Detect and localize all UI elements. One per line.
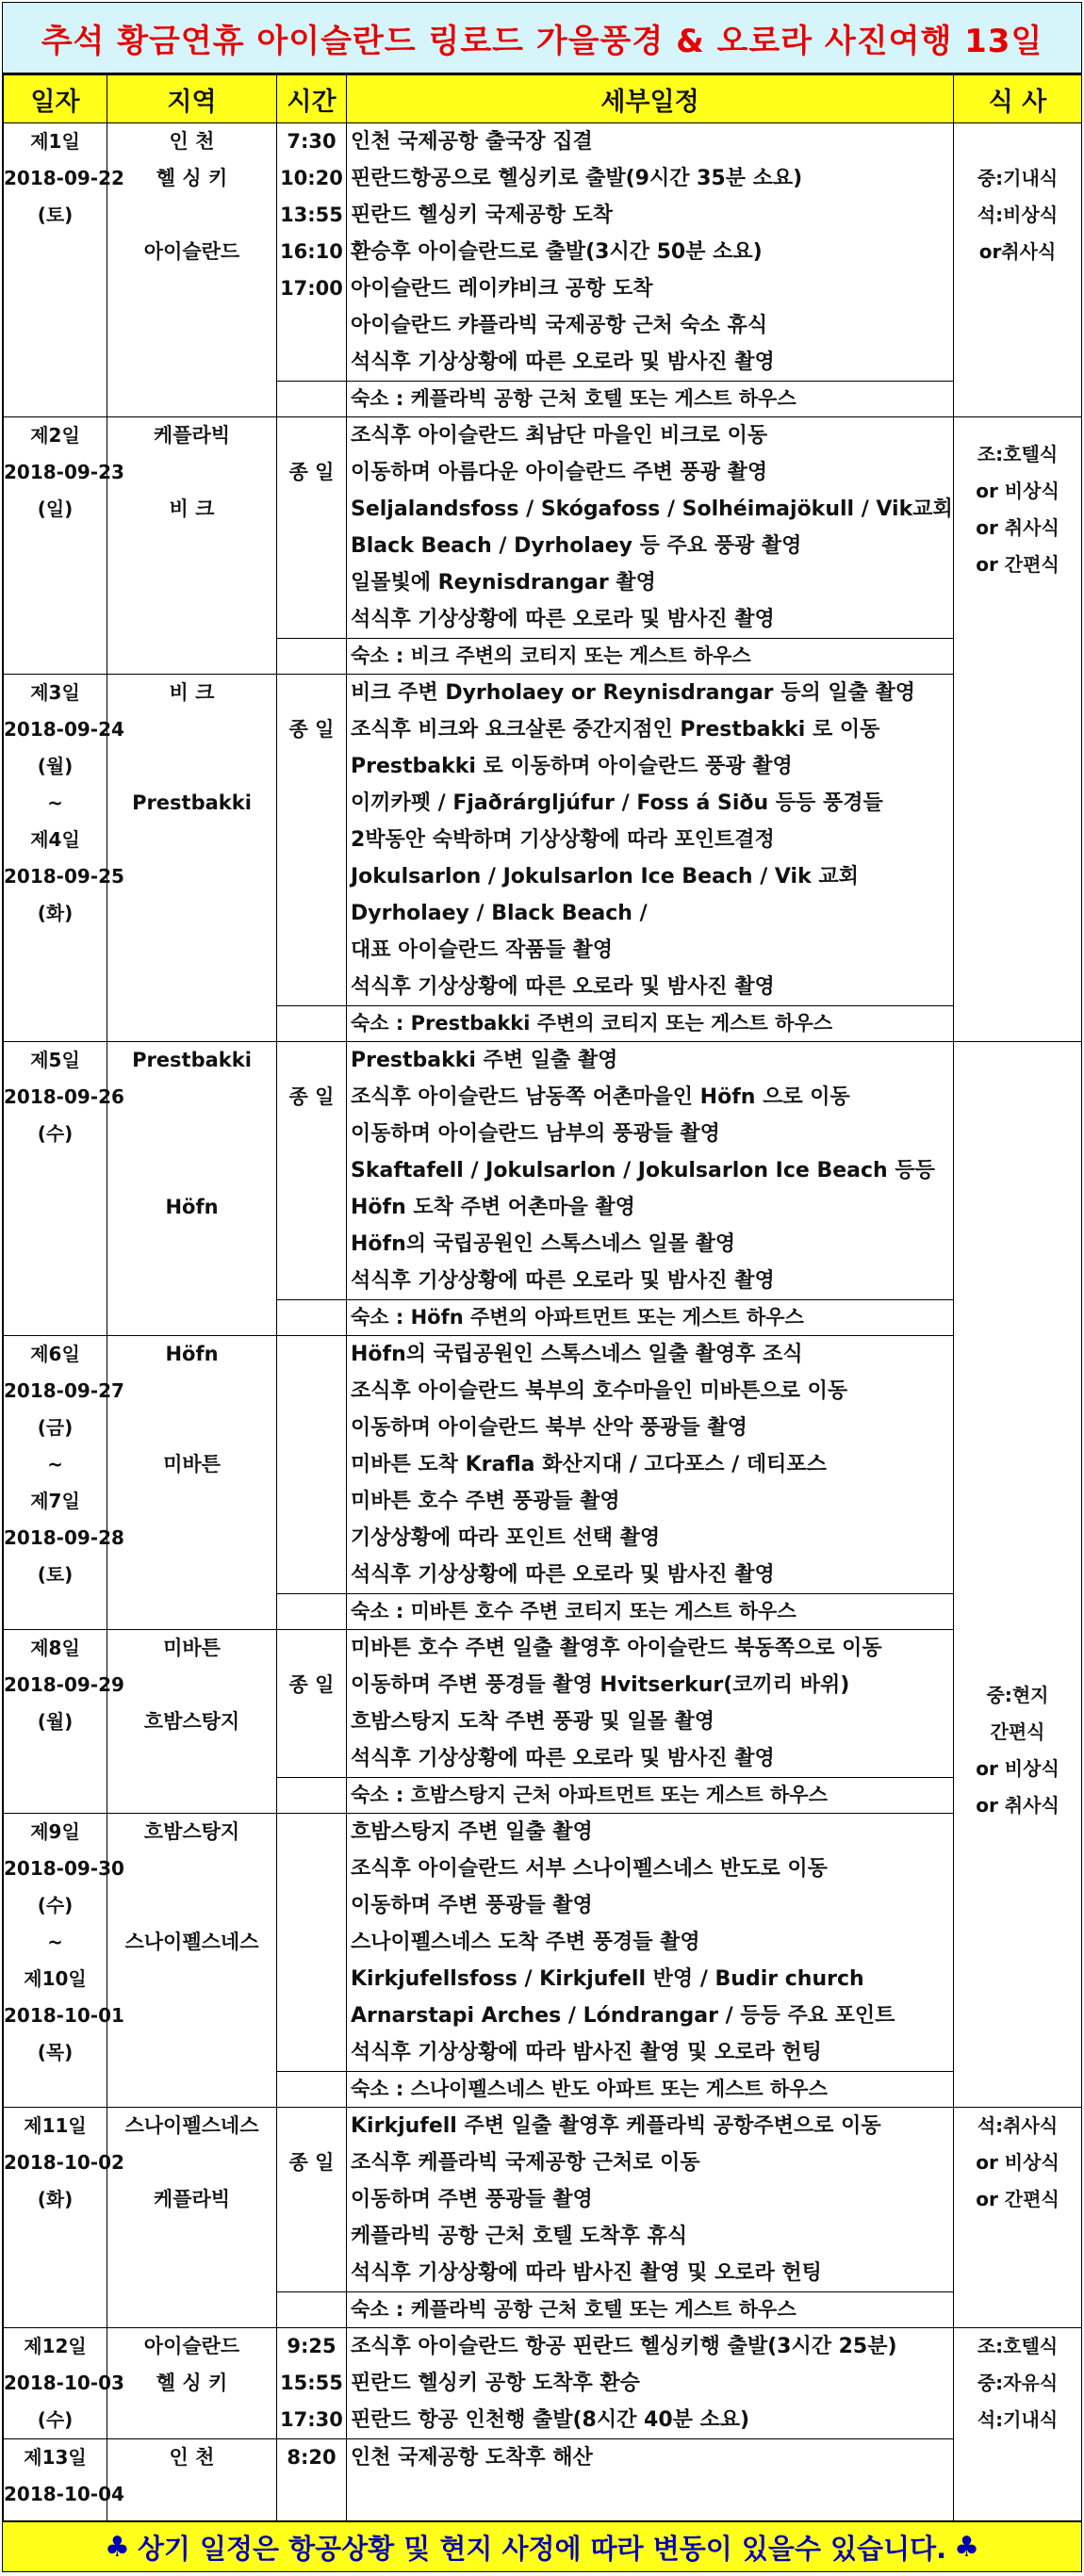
day-label: ~ bbox=[47, 791, 63, 814]
header-row bbox=[4, 75, 1082, 123]
schedule-cell bbox=[347, 1630, 954, 1778]
day-label: (월) bbox=[37, 1710, 74, 1733]
schedule-line: 대표 아이슬란드 작품들 촬영 bbox=[351, 938, 614, 962]
time-cell bbox=[277, 1814, 347, 2072]
club-icon: ♣ bbox=[104, 2530, 130, 2564]
lodging-time-empty bbox=[277, 2292, 347, 2328]
time-cell bbox=[277, 2328, 347, 2439]
schedule-line: Black Beach / Dyrholaey 등 주요 풍광 촬영 bbox=[351, 534, 802, 558]
schedule-line: 조식후 아이슬란드 최남단 마을인 비크로 이동 bbox=[351, 424, 768, 448]
day-label: 2018-09-29 bbox=[4, 1673, 124, 1696]
schedule-line: 이동하며 아름다운 아이슬란드 주변 풍광 촬영 bbox=[351, 461, 768, 484]
region-label: 케플라빅 bbox=[153, 2188, 231, 2210]
schedule-line: Prestbakki 로 이동하며 아이슬란드 풍광 촬영 bbox=[351, 755, 793, 778]
schedule-line: 조식후 비크와 요크살론 중간지점인 Prestbakki 로 이동 bbox=[351, 718, 880, 742]
region-label bbox=[107, 197, 276, 234]
day-label: 2018-09-22 bbox=[4, 167, 124, 189]
day-row bbox=[4, 1042, 1082, 1300]
lodging-time-empty bbox=[277, 1300, 347, 1336]
time-label bbox=[277, 1042, 346, 1079]
day-label: (월) bbox=[37, 755, 74, 777]
schedule-line: 석식후 기상상황에 따른 오로라 및 밤사진 촬영 bbox=[351, 608, 775, 631]
meal-label: 중:자유식 bbox=[977, 2372, 1059, 2394]
schedule-line: 스나이펠스네스 도착 주변 풍경들 촬영 bbox=[351, 1931, 700, 1954]
day-row bbox=[4, 2108, 1082, 2292]
day-label: 2018-09-26 bbox=[4, 1085, 124, 1108]
meal-label: 간편식 bbox=[990, 1720, 1045, 1743]
schedule-line: 미바튼 호수 주변 풍광들 촬영 bbox=[351, 1490, 620, 1513]
time-label: 17:30 bbox=[280, 2408, 343, 2431]
schedule-line: Höfn의 국립공원인 스톡스네스 일몰 촬영 bbox=[351, 1232, 736, 1256]
day-label: 제11일 bbox=[24, 2114, 87, 2137]
schedule-line: 환승후 아이슬란드로 출발(3시간 50분 소요) bbox=[351, 240, 763, 264]
day-label: 제7일 bbox=[30, 1490, 80, 1512]
day-label: (일) bbox=[37, 497, 74, 520]
day-label: (토) bbox=[37, 1563, 74, 1586]
meal-label: or취사식 bbox=[978, 240, 1057, 263]
region-label: 케플라빅 bbox=[153, 424, 231, 447]
itinerary-body bbox=[4, 123, 1082, 2551]
day-date-cell bbox=[4, 1042, 124, 1336]
schedule-line: 핀란드 헬싱키 공항 도착후 환승 bbox=[351, 2372, 640, 2395]
time-label: 8:20 bbox=[287, 2446, 337, 2469]
time-label bbox=[277, 1630, 346, 1667]
day-label: 제2일 bbox=[30, 424, 80, 447]
schedule-cell bbox=[347, 2108, 954, 2292]
meal-label: 조:호텔식 bbox=[977, 2335, 1059, 2357]
region-label: 미바튼 bbox=[163, 1637, 221, 1659]
schedule-line: 이동하며 주변 풍경들 촬영 Hvitserkur(코끼리 바위) bbox=[351, 1673, 850, 1697]
time-cell bbox=[277, 675, 347, 1006]
region-label: 비 크 bbox=[169, 497, 215, 520]
schedule-line: 케플라빅 공항 근처 호텔 도착후 휴식 bbox=[351, 2225, 688, 2248]
schedule-cell bbox=[347, 675, 954, 1006]
schedule-line: 조식후 아이슬란드 서부 스나이펠스네스 반도로 이동 bbox=[351, 1857, 828, 1881]
time-label: 9:25 bbox=[287, 2335, 337, 2357]
region-label bbox=[107, 1116, 276, 1152]
schedule-line: Kirkjufell 주변 일출 촬영후 케플라빅 공항주변으로 이동 bbox=[351, 2114, 881, 2138]
meal-label: or 비상식 bbox=[976, 1757, 1059, 1780]
day-label: 2018-09-24 bbox=[4, 718, 124, 741]
region-label: 스나이펠스네스 bbox=[124, 2114, 259, 2137]
meal-label: 석:취사식 bbox=[977, 2114, 1059, 2137]
time-label: 종 일 bbox=[288, 718, 335, 741]
day-label: 제4일 bbox=[30, 828, 80, 851]
meal-label: 중:기내식 bbox=[977, 167, 1059, 189]
header-date: 일자 bbox=[4, 75, 107, 123]
lodging-time-empty bbox=[277, 1006, 347, 1042]
region-label bbox=[107, 748, 276, 785]
region-cell bbox=[107, 1042, 277, 1336]
schedule-line: 이동하며 아이슬란드 북부 산악 풍광들 촬영 bbox=[351, 1416, 747, 1440]
day-row bbox=[4, 1630, 1082, 1778]
day-date-cell bbox=[4, 2328, 124, 2439]
region-label: 비 크 bbox=[169, 681, 215, 704]
region-cell bbox=[107, 675, 277, 1042]
day-label: (금) bbox=[37, 1416, 74, 1439]
meal-label: or 비상식 bbox=[976, 2151, 1059, 2174]
schedule-line: 핀란드 항공 인천행 출발(8시간 40분 소요) bbox=[351, 2408, 750, 2432]
time-cell bbox=[277, 417, 347, 639]
region-label bbox=[107, 711, 276, 748]
schedule-line: Skaftafell / Jokulsarlon / Jokulsarlon Ice Beach 등등 bbox=[351, 1159, 935, 1182]
itinerary-page bbox=[2, 2, 1082, 2572]
lodging-time-empty bbox=[277, 1778, 347, 1814]
region-label bbox=[107, 454, 276, 491]
lodging-time-empty bbox=[277, 1594, 347, 1630]
schedule-line: Kirkjufellsfoss / Kirkjufell 반영 / Budir church bbox=[351, 1967, 864, 1991]
day-row bbox=[4, 2328, 1082, 2439]
day-label: (수) bbox=[37, 2408, 74, 2431]
schedule-line: 이동하며 아이슬란드 남부의 풍광들 촬영 bbox=[351, 1122, 720, 1146]
region-label: 흐밤스탕지 bbox=[143, 1710, 240, 1733]
region-label bbox=[107, 2144, 276, 2181]
day-label: (토) bbox=[37, 204, 74, 226]
region-label: Höfn bbox=[165, 1343, 219, 1365]
day-label: 2018-09-28 bbox=[4, 1526, 124, 1549]
region-cell bbox=[107, 123, 277, 417]
lodging-time-empty bbox=[277, 2072, 347, 2108]
lodging-text: 숙소 : 스나이펠스네스 반도 아파트 또는 게스트 하우스 bbox=[347, 2072, 954, 2108]
time-label: 종 일 bbox=[288, 461, 335, 483]
day-label: 2018-09-30 bbox=[4, 1857, 124, 1880]
lodging-text: 숙소 : 흐밤스탕지 근처 아파트먼트 또는 게스트 하우스 bbox=[347, 1778, 954, 1814]
region-label: Höfn bbox=[165, 1196, 219, 1218]
day-label: (수) bbox=[37, 1122, 74, 1145]
day-row bbox=[4, 417, 1082, 639]
time-cell bbox=[277, 2108, 347, 2292]
meal-label: or 간편식 bbox=[976, 2188, 1059, 2210]
schedule-line: Höfn의 국립공원인 스톡스네스 일출 촬영후 조식 bbox=[351, 1343, 803, 1366]
schedule-line: 미바튼 도착 Krafla 화산지대 / 고다포스 / 데티포스 bbox=[351, 1453, 827, 1476]
time-label: 15:55 bbox=[280, 2372, 343, 2394]
schedule-line: 흐밤스탕지 도착 주변 풍광 및 일몰 촬영 bbox=[351, 1710, 714, 1734]
day-label: 2018-10-03 bbox=[4, 2372, 124, 2394]
page-title: 추석 황금연휴 아이슬란드 링로드 가을풍경 & 오로라 사진여행 13일 bbox=[3, 3, 1081, 74]
schedule-line: Arnarstapi Arches / Lóndrangar / 등등 주요 포인트 bbox=[351, 2004, 895, 2028]
time-cell bbox=[277, 1042, 347, 1300]
day-label: ~ bbox=[47, 1931, 63, 1953]
day-row bbox=[4, 675, 1082, 1006]
schedule-line: 조식후 케플라빅 국제공항 근처로 이동 bbox=[351, 2151, 700, 2175]
day-label: 제3일 bbox=[30, 681, 80, 704]
time-label: 16:10 bbox=[280, 240, 343, 263]
itinerary-table bbox=[3, 74, 1082, 2551]
meal-cell bbox=[954, 123, 1082, 417]
meal-label: or 취사식 bbox=[976, 1794, 1059, 1817]
schedule-cell bbox=[347, 1042, 954, 1300]
schedule-line: Dyrholaey / Black Beach / bbox=[351, 902, 648, 925]
schedule-line: Seljalandsfoss / Skógafoss / Solhéimajökull / Vik교회 bbox=[351, 497, 953, 521]
lodging-text: 숙소 : 케플라빅 공항 근처 호텔 또는 게스트 하우스 bbox=[347, 2292, 954, 2328]
meal-label: or 간편식 bbox=[976, 553, 1059, 576]
schedule-line: 석식후 기상상황에 따른 오로라 및 밤사진 촬영 bbox=[351, 1269, 775, 1293]
day-date-cell bbox=[4, 1814, 124, 2108]
meal-label: 중:현지 bbox=[986, 1684, 1049, 1706]
meal-label: or 비상식 bbox=[976, 480, 1059, 502]
region-label bbox=[107, 1410, 276, 1446]
day-label: ~ bbox=[47, 1453, 63, 1475]
schedule-cell bbox=[347, 1336, 954, 1594]
schedule-line: 석식후 기상상황에 따른 오로라 및 밤사진 촬영 bbox=[351, 351, 775, 374]
region-cell bbox=[107, 1630, 277, 1814]
schedule-line: 흐밤스탕지 주변 일출 촬영 bbox=[351, 1820, 593, 1844]
schedule-line: Jokulsarlon / Jokulsarlon Ice Beach / Vik 교회 bbox=[351, 865, 859, 889]
region-label: 미바튼 bbox=[163, 1453, 221, 1475]
header-schedule: 세부일정 bbox=[347, 75, 954, 123]
meal-cell bbox=[954, 417, 1082, 1042]
day-label: (수) bbox=[37, 1894, 74, 1916]
region-label: 인 천 bbox=[169, 130, 215, 153]
schedule-line: 조식후 아이슬란드 남동쪽 어촌마을인 Höfn 으로 이동 bbox=[351, 1085, 850, 1109]
schedule-line: 석식후 기상상황에 따른 오로라 및 밤사진 촬영 bbox=[351, 1563, 775, 1587]
day-date-cell bbox=[4, 675, 124, 1042]
meal-label: or 취사식 bbox=[976, 516, 1059, 539]
footer-text: 상기 일정은 항공상황 및 현지 사정에 따라 변동이 있을수 있습니다. bbox=[137, 2532, 947, 2565]
region-label: 헬 싱 키 bbox=[156, 167, 228, 189]
time-label bbox=[277, 2108, 346, 2144]
region-label bbox=[107, 1850, 276, 1887]
meal-label: 석:기내식 bbox=[977, 2408, 1059, 2431]
lodging-text: 숙소 : 케플라빅 공항 근처 호텔 또는 게스트 하우스 bbox=[347, 382, 954, 417]
region-label: Prestbakki bbox=[132, 791, 252, 814]
schedule-line: 아이슬란드 레이캬비크 공항 도착 bbox=[351, 277, 653, 301]
meal-cell bbox=[954, 2108, 1082, 2328]
region-label: 스나이펠스네스 bbox=[124, 1931, 259, 1953]
day-label: 2018-09-23 bbox=[4, 461, 124, 483]
schedule-line: 석식후 기상상황에 따라 밤사진 촬영 및 오로라 헌팅 bbox=[351, 2041, 822, 2064]
region-cell bbox=[107, 417, 277, 675]
region-label: 아이슬란드 bbox=[143, 2335, 240, 2357]
schedule-line: 인천 국제공항 출국장 집결 bbox=[351, 130, 593, 154]
time-cell bbox=[277, 123, 347, 382]
club-icon: ♣ bbox=[954, 2530, 980, 2564]
day-label: 제1일 bbox=[30, 130, 80, 153]
region-label: 흐밤스탕지 bbox=[143, 1820, 240, 1843]
time-cell bbox=[277, 1630, 347, 1778]
day-label: (화) bbox=[37, 902, 74, 924]
time-cell bbox=[277, 1336, 347, 1594]
time-label bbox=[277, 417, 346, 454]
day-label: 제10일 bbox=[24, 1967, 87, 1990]
lodging-text: 숙소 : 비크 주변의 코티지 또는 게스트 하우스 bbox=[347, 639, 954, 675]
day-date-cell bbox=[4, 123, 124, 417]
lodging-text: 숙소 : 미바튼 호수 주변 코티지 또는 게스트 하우스 bbox=[347, 1594, 954, 1630]
schedule-cell bbox=[347, 417, 954, 639]
lodging-text: 숙소 : Höfn 주변의 아파트먼트 또는 게스트 하우스 bbox=[347, 1300, 954, 1336]
schedule-line: 이끼카펫 / Fjaðrárgljúfur / Foss á Siðu 등등 풍경들 bbox=[351, 791, 883, 815]
header-time: 시간 bbox=[277, 75, 347, 123]
schedule-line: 기상상황에 따라 포인트 선택 촬영 bbox=[351, 1526, 661, 1550]
schedule-line: 핀란드항공으로 헬싱키로 출발(9시간 35분 소요) bbox=[351, 167, 803, 190]
schedule-line: 이동하며 주변 풍광들 촬영 bbox=[351, 1894, 593, 1917]
region-cell bbox=[107, 2108, 277, 2328]
region-label: 인 천 bbox=[169, 2446, 215, 2469]
day-label: 2018-09-25 bbox=[4, 865, 124, 888]
meal-label: 조:호텔식 bbox=[977, 443, 1059, 465]
lodging-time-empty bbox=[277, 639, 347, 675]
schedule-line: Prestbakki 주변 일출 촬영 bbox=[351, 1049, 618, 1072]
time-label: 7:30 bbox=[287, 130, 337, 153]
day-date-cell bbox=[4, 417, 124, 675]
time-label: 13:55 bbox=[280, 204, 343, 226]
schedule-line: 일몰빛에 Reynisdrangar 촬영 bbox=[351, 571, 656, 595]
day-label: 제8일 bbox=[30, 1637, 80, 1659]
schedule-cell bbox=[347, 1814, 954, 2072]
day-date-cell bbox=[4, 1630, 124, 1814]
schedule-line: 석식후 기상상황에 따른 오로라 및 밤사진 촬영 bbox=[351, 1747, 775, 1770]
region-cell bbox=[107, 1814, 277, 2108]
schedule-line: 2박동안 숙박하며 기상상황에 따라 포인트결정 bbox=[351, 828, 775, 852]
header-region: 지역 bbox=[107, 75, 277, 123]
schedule-cell bbox=[347, 123, 954, 382]
region-cell bbox=[107, 1336, 277, 1630]
time-label bbox=[277, 675, 346, 711]
schedule-line: 아이슬란드 캬플라빅 국제공항 근처 숙소 휴식 bbox=[351, 314, 768, 337]
day-label: 제13일 bbox=[24, 2446, 87, 2469]
meal-label: 석:비상식 bbox=[977, 204, 1059, 226]
time-label: 17:00 bbox=[280, 277, 343, 300]
footer-notice bbox=[3, 2520, 1081, 2571]
day-label: 2018-10-02 bbox=[4, 2151, 124, 2174]
day-row bbox=[4, 1814, 1082, 2072]
day-label: 제5일 bbox=[30, 1049, 80, 1071]
day-row bbox=[4, 1336, 1082, 1594]
day-label: 2018-09-27 bbox=[4, 1379, 124, 1402]
time-label: 종 일 bbox=[288, 1085, 335, 1108]
day-row bbox=[4, 123, 1082, 382]
day-label: 2018-10-04 bbox=[4, 2483, 124, 2505]
day-label: 2018-10-01 bbox=[4, 2004, 124, 2027]
time-label: 10:20 bbox=[280, 167, 343, 189]
region-label bbox=[107, 1152, 276, 1189]
day-label: 제12일 bbox=[24, 2335, 87, 2357]
schedule-line: 비크 주변 Dyrholaey or Reynisdrangar 등의 일출 촬영 bbox=[351, 681, 916, 705]
schedule-line: 조식후 아이슬란드 항공 핀란드 헬싱키행 출발(3시간 25분) bbox=[351, 2335, 897, 2358]
schedule-line: Höfn 도착 주변 어촌마을 촬영 bbox=[351, 1196, 635, 1219]
schedule-line: 이동하며 주변 풍광들 촬영 bbox=[351, 2188, 593, 2211]
day-date-cell bbox=[4, 2108, 124, 2328]
day-date-cell bbox=[4, 1336, 124, 1630]
region-label bbox=[107, 1887, 276, 1924]
lodging-time-empty bbox=[277, 382, 347, 417]
time-label: 종 일 bbox=[288, 1673, 335, 1696]
schedule-line: 조식후 아이슬란드 북부의 호수마을인 미바튼으로 이동 bbox=[351, 1379, 848, 1403]
region-cell bbox=[107, 2328, 277, 2439]
day-label: (화) bbox=[37, 2188, 74, 2210]
schedule-line: 미바튼 호수 주변 일출 촬영후 아이슬란드 북동쪽으로 이동 bbox=[351, 1637, 882, 1660]
region-label: 헬 싱 키 bbox=[156, 2372, 228, 2394]
time-label: 종 일 bbox=[288, 2151, 335, 2174]
region-label: Prestbakki bbox=[132, 1049, 252, 1071]
header-meals: 식 사 bbox=[954, 75, 1082, 123]
schedule-line: 석식후 기상상황에 따른 오로라 및 밤사진 촬영 bbox=[351, 975, 775, 999]
region-label bbox=[107, 1373, 276, 1410]
schedule-line: 핀란드 헬싱키 국제공항 도착 bbox=[351, 204, 614, 227]
day-label: (목) bbox=[37, 2041, 74, 2063]
day-label: 제6일 bbox=[30, 1343, 80, 1365]
region-label bbox=[107, 1079, 276, 1116]
region-label: 아이슬란드 bbox=[143, 240, 240, 263]
schedule-line: 인천 국제공항 도착후 해산 bbox=[351, 2446, 593, 2470]
schedule-line: 석식후 기상상황에 따라 밤사진 촬영 및 오로라 헌팅 bbox=[351, 2261, 822, 2285]
meal-cell bbox=[954, 2328, 1082, 2551]
schedule-cell bbox=[347, 2328, 954, 2439]
day-label: 제9일 bbox=[30, 1820, 80, 1843]
region-label bbox=[107, 1667, 276, 1704]
lodging-text: 숙소 : Prestbakki 주변의 코티지 또는 게스트 하우스 bbox=[347, 1006, 954, 1042]
meal-cell bbox=[954, 1042, 1082, 2108]
